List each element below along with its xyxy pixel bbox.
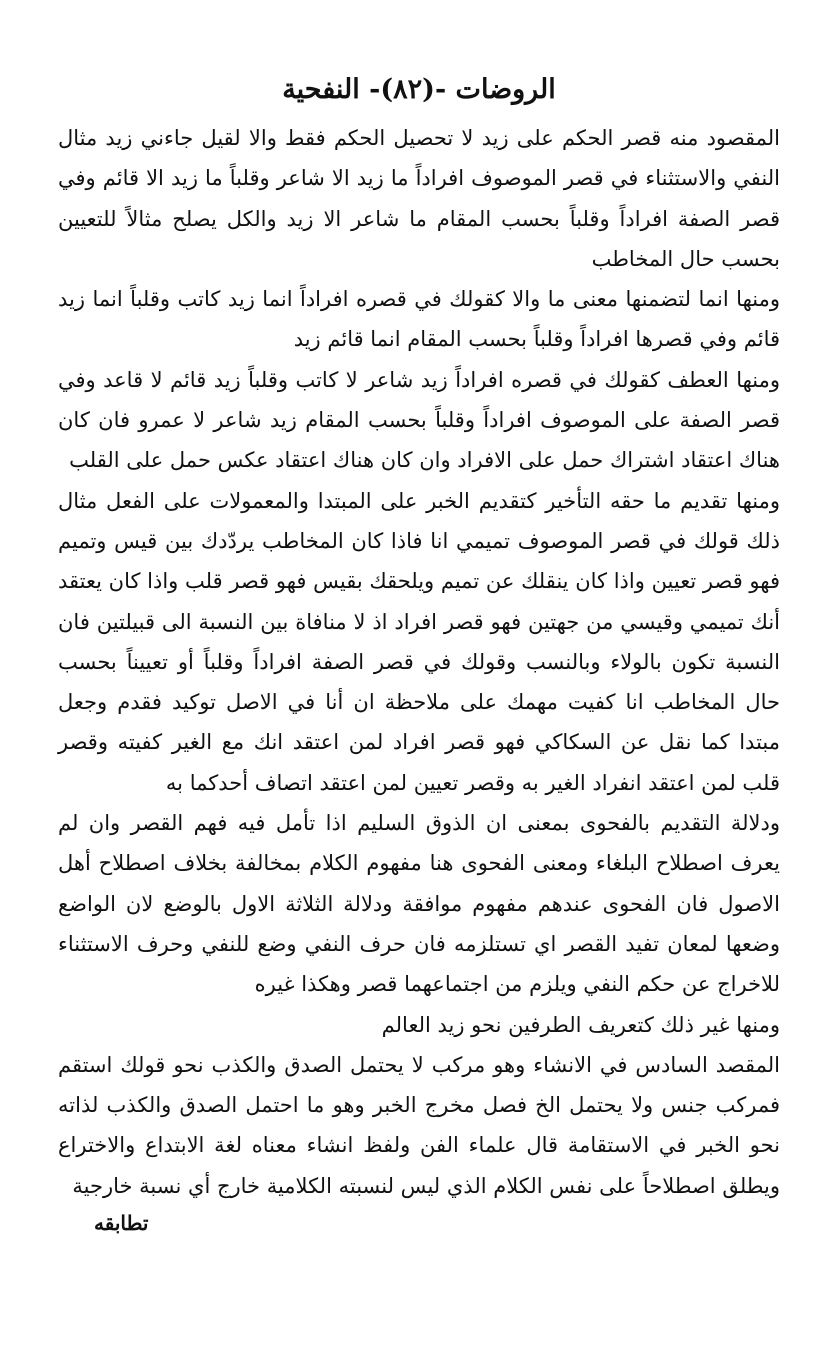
paragraph-nafy-istithna: المقصود منه قصر الحكم على زيد لا تحصيل الحكم فقط والا لقيل جاءني زيد مثال النفي والاستثناء في قصر الموصوف افراداً ما زيد الا شاعر وقلباً ما زيد الا قائم وفي قصر الصفة افراداً وقلباً بحسب المقام ما شاعر الا زيد والكل يصلح مثالاً للتعيين بحسب حال المخاطب — [58, 126, 780, 271]
paragraph-tarif-tarafayn: ومنها غير ذلك كتعريف الطرفين نحو زيد العالم — [381, 1012, 780, 1037]
paragraph-atf: ومنها العطف كقولك في قصره افراداً زيد شاعر لا كاتب وقلباً زيد قائم لا قاعد وفي قصر الصفة على الموصوف افراداً وقلباً بحسب المقام زيد شاعر لا عمرو فان كان هناك اعتقاد اشتراك حمل على الافراد وان كان هناك اعتقاد عكس حمل على القلب — [58, 367, 780, 473]
paragraph-insha: المقصد السادس في الانشاء وهو مركب لا يحتمل الصدق والكذب نحو قولك استقم فمركب جنس ولا يحتمل الخ فصل مخرج الخبر وهو ما احتمل الصدق والكذب لذاته نحو الخبر في الاستقامة قال علماء الفن ولفظ انشاء معناه لغة الابتداع والاختراع ويطلق اصطلاحاً على نفس الكلام الذي ليس لنسبته الكلامية خارج أي نسبة خارجية — [58, 1052, 780, 1198]
page-body — [58, 118, 780, 1206]
catchword: تطابقه — [94, 1211, 149, 1236]
page-header: الروضات -(٨٢)- النفحية — [282, 74, 556, 105]
paragraph-taqdim: ومنها تقديم ما حقه التأخير كتقديم الخبر على المبتدا والمعمولات على الفعل مثال ذلك قولك في قصر الموصوف تميمي انا فاذا كان المخاطب يردّدك بين قيس وتميم فهو قصر تعيين واذا كان ينقلك عن تميم ويلحقك بقيس فهو قصر قلب واذا كان يعتقد أنك تميمي وقيسي من جهتين فهو قصر افراد اذ لا منافاة بين النسبة الى قبيلتين فان النسبة تكون بالولاء وبالنسب وقولك في قصر الصفة افراداً وقلباً أو تعييناً بحسب حال المخاطب انا كفيت مهمك على ملاحظة ان أنا في الاصل توكيد فقدم وجعل مبتدا كما نقل عن السكاكي فهو قصر افراد لمن اعتقد انك مع الغير كفيته وقصر قلب لمن اعتقد انفراد الغير به وقصر تعيين لمن اعتقد اتصاف أحدكما به — [58, 488, 780, 795]
paragraph-fahwa: ودلالة التقديم بالفحوى بمعنى ان الذوق السليم اذا تأمل فيه فهم القصر وان لم يعرف اصطلاح البلغاء ومعنى الفحوى هنا مفهوم الكلام بمخالفة بخلاف اصطلاح أهل الاصول فان الفحوى عندهم مفهوم موافقة ودلالة الثلاثة الاول بالوضع لان الواضع وضعها لمعان تفيد القصر اي تستلزمه فان حرف النفي وضع للنفي وحرف الاستثناء للاخراج عن حكم النفي ويلزم من اجتماعهما قصر وهكذا غيره — [58, 811, 780, 997]
paragraph-innama: ومنها انما لتضمنها معنى ما والا كقولك في قصره افراداً انما زيد كاتب وقلباً انما زيد قائم وفي قصرها افراداً وقلباً بحسب المقام انما قائم زيد — [58, 287, 780, 352]
